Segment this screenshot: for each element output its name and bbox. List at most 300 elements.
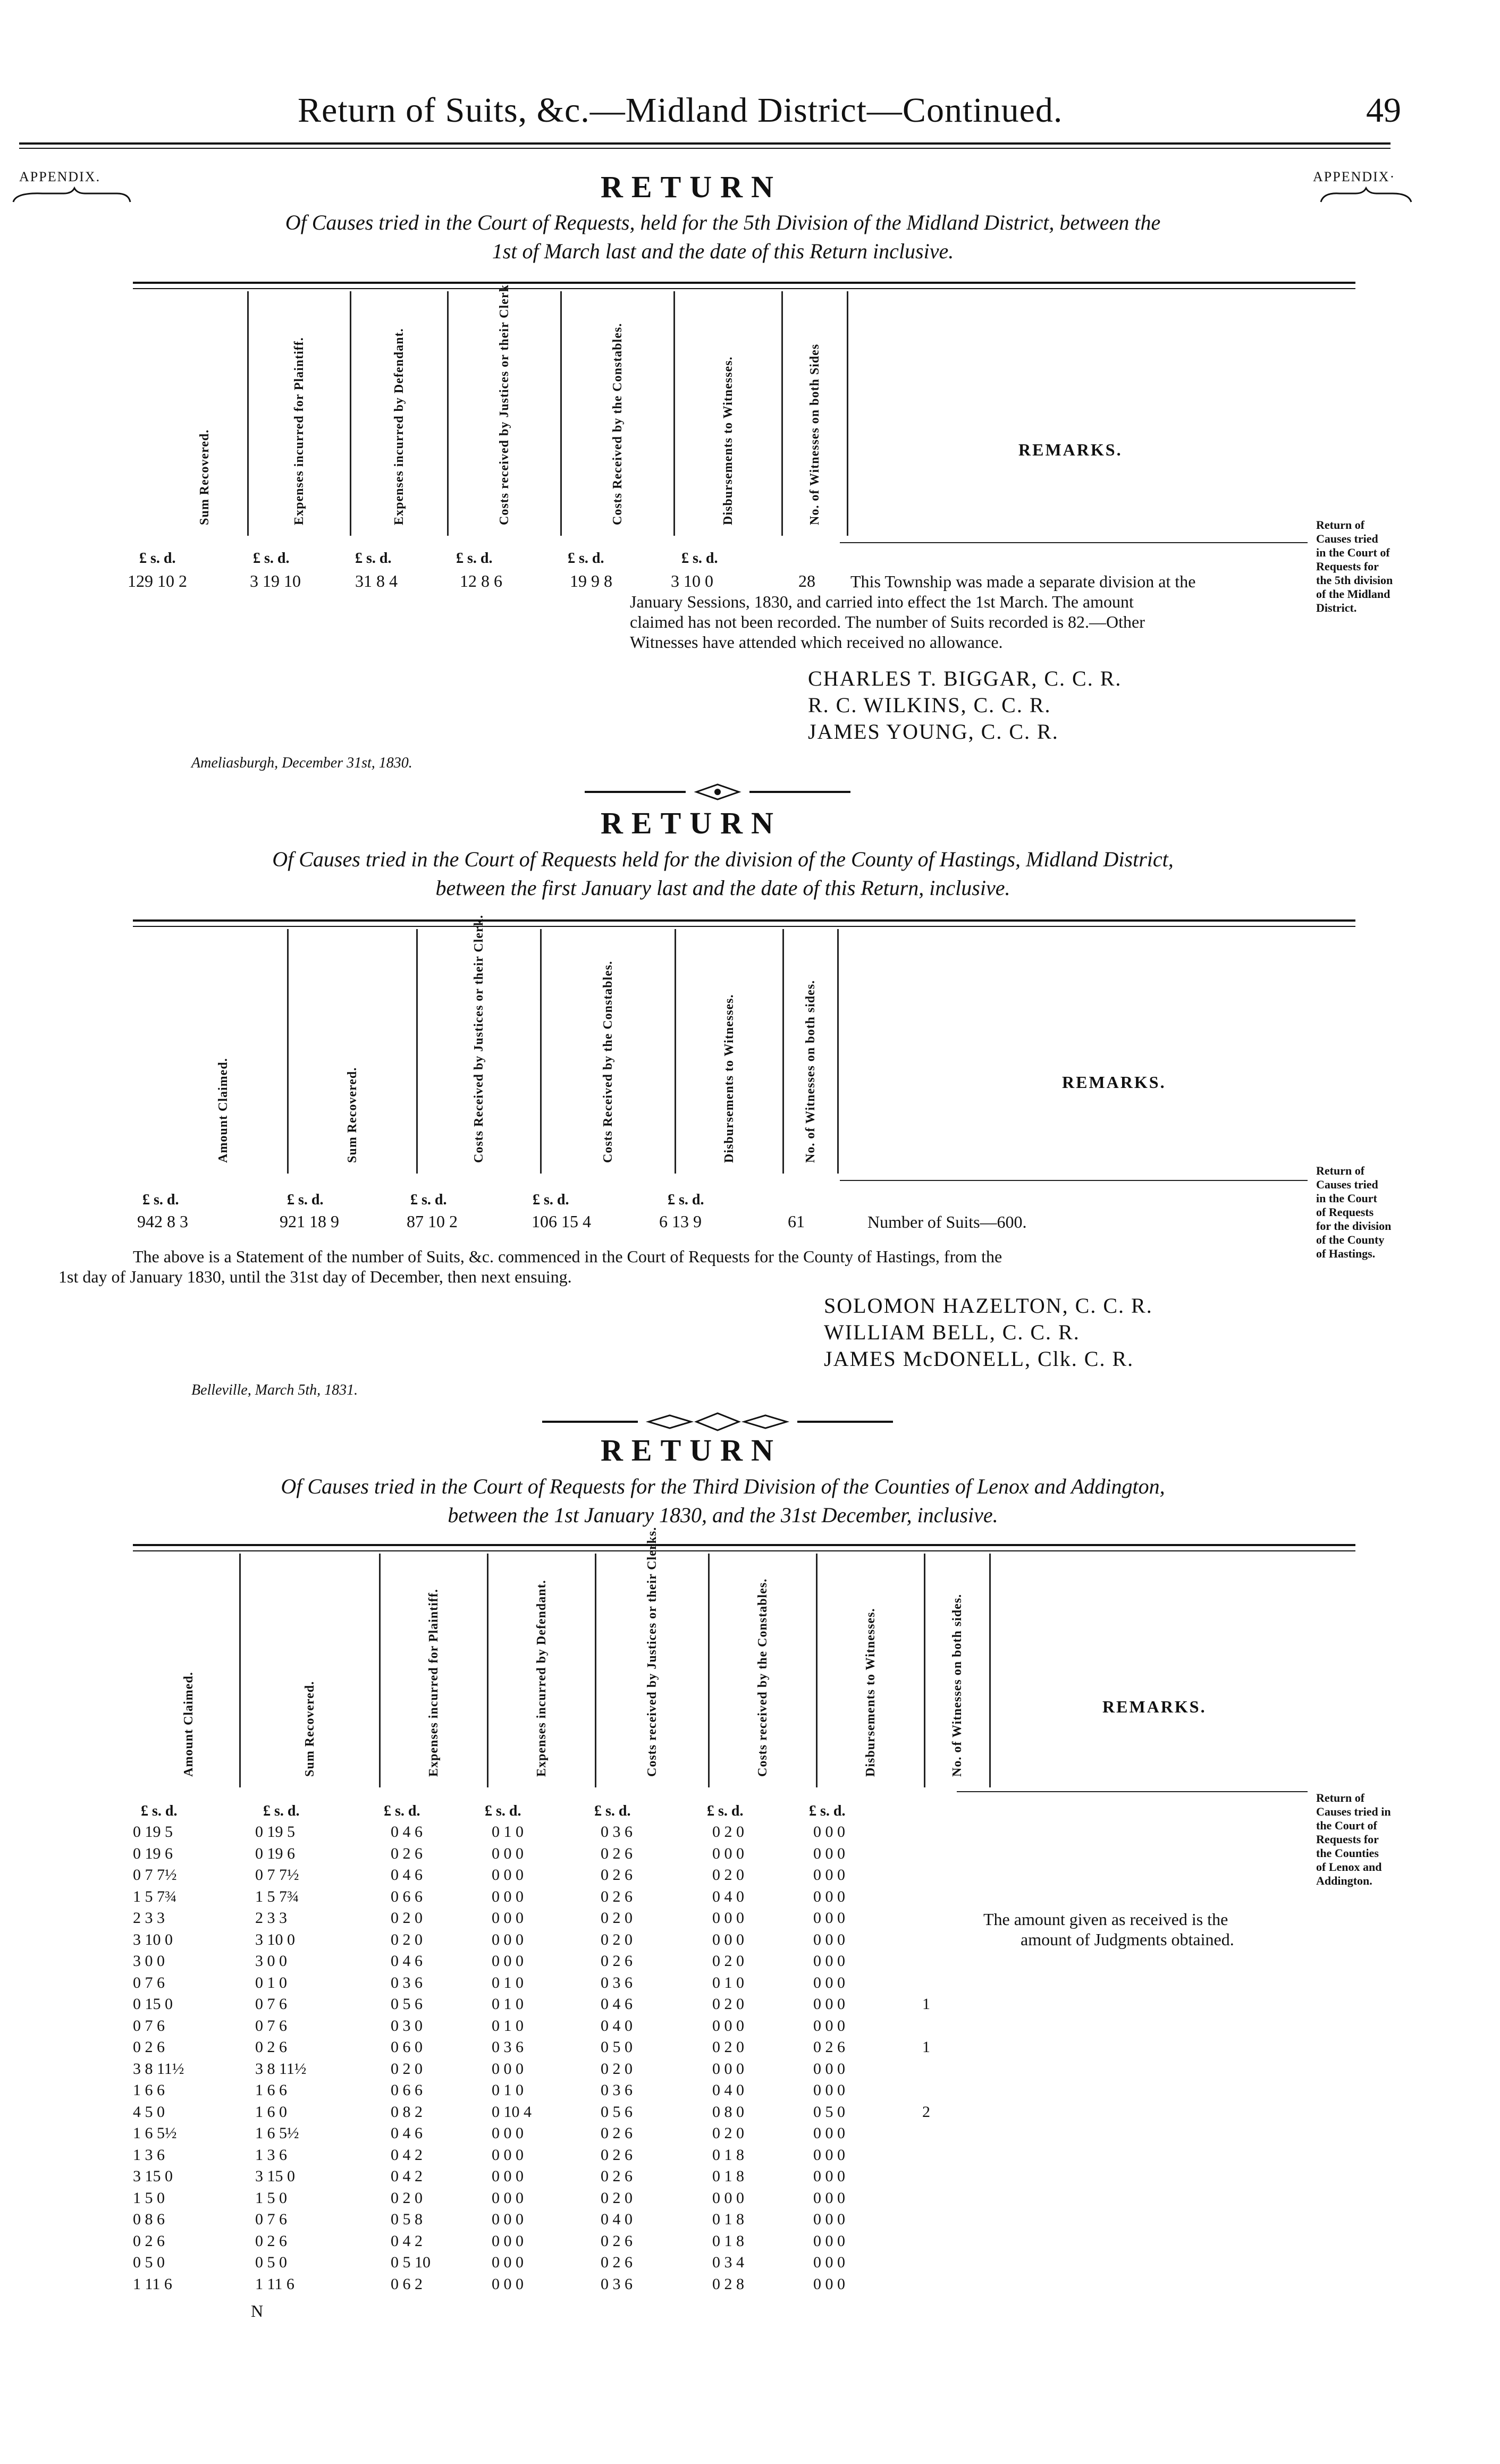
table-cell: 0 4 6 [391, 1823, 423, 1841]
s3-col-witnesses [925, 1554, 990, 1787]
table-cell: 0 0 0 [813, 1866, 845, 1884]
table-row [0, 2146, 957, 2168]
table-cell: 0 2 6 [601, 1887, 633, 1905]
table-cell: 0 1 0 [492, 1973, 524, 1992]
table-cell: 0 2 0 [391, 1909, 423, 1927]
column-header-label: Expenses incurred for Plaintiff. [292, 337, 306, 525]
table-cell: 0 7 6 [133, 2016, 165, 2035]
table-cell: 0 3 6 [601, 1823, 633, 1841]
s3-money-header-0: £ s. d. [141, 1803, 178, 1819]
page-number: 49 [1366, 91, 1401, 130]
table-cell: 0 4 2 [391, 2232, 423, 2250]
s1-col-costs-justices [448, 281, 561, 536]
s2-remarks: Number of Suits—600. [867, 1212, 1027, 1231]
table-cell: 3 0 0 [133, 1952, 165, 1970]
s1-value-expenses-defendant: 31 8 4 [355, 571, 398, 590]
table-cell: 3 10 0 [255, 1930, 295, 1948]
s2-money-header-4: £ s. d. [668, 1192, 704, 1208]
table-cell: 0 2 0 [601, 2189, 633, 2207]
section1-subtitle-line1: Of Causes tried in the Court of Requests, held for the 5th Division of the Midland District, between the [285, 210, 1161, 234]
table-cell: 0 2 6 [813, 2038, 845, 2056]
table-cell: 1 [922, 2038, 930, 2056]
side-note-line: of the County [1316, 1233, 1385, 1246]
table-cell: 0 0 0 [492, 2275, 524, 2293]
s2-col-witnesses [783, 929, 838, 1174]
table-cell: 1 11 6 [255, 2275, 294, 2293]
s1-side-note [1316, 518, 1422, 615]
table-row [0, 1974, 957, 1996]
s2-statement-line2: 1st day of January 1830, until the 31st day of December, then next ensuing. [58, 1267, 572, 1286]
column-header-label: No. of Witnesses on both sides. [804, 980, 818, 1163]
column-header-label: Sum Recovered. [345, 1067, 359, 1163]
table-cell: 0 0 0 [492, 2254, 524, 2271]
table-cell: 0 8 6 [133, 2210, 165, 2228]
table-cell: 0 0 0 [813, 2167, 845, 2185]
table-cell: 1 3 6 [255, 2146, 287, 2164]
s2-value-costs-justices: 87 10 2 [407, 1212, 458, 1231]
s3-money-header-5: £ s. d. [707, 1803, 744, 1819]
table-cell: 0 5 0 [601, 2038, 633, 2056]
table-cell: 0 2 0 [601, 1909, 633, 1927]
column-header-label: No. of Witnesses on both sides. [950, 1593, 964, 1777]
s2-place-date: Belleville, March 5th, 1831. [191, 1382, 358, 1398]
side-note-line: of Lenox and [1316, 1860, 1382, 1874]
s1-col-disbursements [675, 291, 782, 536]
brace-left [11, 186, 133, 207]
table-cell: 0 1 8 [712, 2167, 744, 2185]
s2-money-header-0: £ s. d. [142, 1192, 179, 1208]
s2-value-disbursements: 6 13 9 [659, 1212, 702, 1231]
s1-remarks-line1: January Sessions, 1830, and carried into effect the 1st March. The amount [630, 592, 1134, 611]
table-cell: 0 0 0 [712, 2189, 744, 2207]
side-note-line: of Requests [1316, 1205, 1374, 1219]
table-cell: 0 1 0 [255, 1973, 287, 1992]
table-cell: 0 0 0 [712, 2016, 744, 2035]
s1-money-header-3: £ s. d. [456, 550, 493, 567]
table-cell: 1 5 7¾ [255, 1887, 299, 1905]
running-header-title: Return of Suits, &c.—Midland District—Continued. [298, 91, 1063, 130]
table-cell: 0 0 0 [813, 1844, 845, 1862]
section3-top-rule [133, 1544, 1355, 1546]
s2-value-sum-recovered: 921 18 9 [280, 1212, 339, 1231]
table-cell: 1 6 5½ [255, 2124, 299, 2142]
table-cell: 0 10 4 [492, 2103, 532, 2121]
table-cell: 0 0 0 [492, 2124, 524, 2142]
s2-value-amount-claimed: 942 8 3 [137, 1212, 188, 1231]
table-cell: 0 3 6 [601, 2081, 633, 2099]
column-header-label: No. of Witnesses on both Sides [808, 343, 822, 525]
table-cell: 0 7 6 [133, 1973, 165, 1992]
table-cell: 0 7 6 [255, 2016, 287, 2035]
table-cell: 0 5 0 [133, 2254, 165, 2271]
section1-subtitle [128, 208, 1318, 266]
table-cell: 0 2 6 [601, 2232, 633, 2250]
s1-value-sum-recovered: 129 10 2 [128, 571, 187, 590]
side-note-line: Causes tried [1316, 1178, 1378, 1191]
column-header-label: Expenses incurred by Defendant. [392, 328, 406, 525]
table-cell: 0 8 0 [712, 2103, 744, 2121]
s1-remarks-line2: claimed has not been recorded. The number of Suits recorded is 82.—Other [630, 612, 1145, 631]
table-cell: 0 0 0 [813, 1952, 845, 1970]
table-cell: 0 2 0 [712, 1823, 744, 1841]
s1-col-expenses-defendant [351, 291, 448, 536]
table-cell: 0 2 6 [601, 2124, 633, 2142]
s2-side-note [1316, 1164, 1422, 1261]
s2-signature-2: JAMES McDONELL, Clk. C. R. [824, 1347, 1134, 1371]
s1-value-disbursements: 3 10 0 [671, 571, 713, 590]
table-row [0, 2189, 957, 2211]
s3-col-costs-justices [596, 1526, 709, 1787]
s1-value-witnesses: 28 [798, 571, 815, 590]
column-header-label: Disbursements to Witnesses. [721, 356, 735, 525]
table-cell: 0 0 0 [492, 1844, 524, 1862]
table-cell: 0 5 8 [391, 2210, 423, 2228]
table-cell: 2 3 3 [255, 1909, 287, 1927]
table-cell: 0 2 0 [712, 2038, 744, 2056]
section3-top-rule-thin [133, 1550, 1355, 1551]
table-cell: 0 0 0 [813, 1823, 845, 1841]
table-cell: 0 6 2 [391, 2275, 423, 2293]
table-cell: 0 19 5 [133, 1823, 173, 1841]
table-cell: 0 0 0 [492, 1887, 524, 1905]
side-note-line: in the Court [1316, 1192, 1377, 1205]
table-cell: 0 4 2 [391, 2146, 423, 2164]
ornament-divider-2 [542, 1411, 893, 1432]
table-cell: 0 1 0 [492, 1823, 524, 1841]
table-cell: 0 0 0 [492, 2060, 524, 2078]
section2-table-header [159, 914, 1317, 1174]
side-note-line: in the Court of [1316, 546, 1390, 559]
s1-place-date: Ameliasburgh, December 31st, 1830. [191, 755, 412, 771]
table-row [0, 2038, 957, 2060]
table-cell: 0 1 0 [712, 1973, 744, 1992]
table-cell: 0 0 0 [492, 2167, 524, 2185]
s1-money-header-2: £ s. d. [355, 550, 392, 567]
section1-table-header [162, 281, 1305, 536]
table-row [0, 2254, 957, 2275]
table-cell: 0 2 6 [601, 2146, 633, 2164]
table-cell: 1 6 6 [255, 2081, 287, 2099]
section3-subtitle [128, 1472, 1318, 1530]
s2-remarks-rule [840, 1180, 1308, 1181]
s3-col-remarks: REMARKS. [1102, 1697, 1207, 1716]
table-row [0, 2210, 957, 2232]
side-note-line: Return of [1316, 1791, 1365, 1804]
s3-money-header-1: £ s. d. [263, 1803, 300, 1819]
table-cell: 0 5 0 [813, 2103, 845, 2121]
table-cell: 0 5 0 [255, 2254, 287, 2271]
table-cell: 0 0 0 [492, 2232, 524, 2250]
s3-col-amount-claimed [138, 1554, 240, 1787]
table-cell: 0 4 0 [601, 2210, 633, 2228]
section1-top-rule [133, 282, 1355, 284]
s3-money-header-2: £ s. d. [384, 1803, 420, 1819]
table-cell: 0 0 0 [492, 1866, 524, 1884]
table-cell: 0 2 6 [255, 2038, 287, 2056]
table-cell: 0 3 6 [391, 1973, 423, 1992]
s3-col-disbursements [817, 1554, 925, 1787]
table-row [0, 2124, 957, 2146]
side-note-line: of the Midland [1316, 587, 1391, 601]
s3-col-costs-constables [709, 1554, 817, 1787]
section3-subtitle-line2: between the 1st January 1830, and the 31st December, inclusive. [448, 1503, 998, 1527]
table-cell: 1 3 6 [133, 2146, 165, 2164]
section1-subtitle-line2: 1st of March last and the date of this Return inclusive. [492, 239, 954, 263]
table-row [0, 2017, 957, 2039]
s3-money-header-6: £ s. d. [809, 1803, 846, 1819]
s1-col-witnesses [782, 291, 848, 536]
table-cell: 0 2 6 [601, 1952, 633, 1970]
table-cell: 3 8 11½ [255, 2060, 307, 2078]
table-cell: 0 4 6 [391, 1866, 423, 1884]
s1-col-costs-constables [561, 291, 675, 536]
table-cell: 0 5 10 [391, 2254, 431, 2271]
table-cell: 0 0 0 [813, 2124, 845, 2142]
table-cell: 0 2 0 [712, 1866, 744, 1884]
s3-remarks-line0: The amount given as received is the [983, 1910, 1228, 1929]
section3-table-header [138, 1526, 1320, 1787]
s2-value-costs-constables: 106 15 4 [532, 1212, 591, 1231]
side-note-line: Addington. [1316, 1874, 1372, 1887]
s3-side-note [1316, 1791, 1422, 1888]
table-cell: 0 0 0 [813, 2060, 845, 2078]
ornament-divider-1 [585, 781, 850, 803]
table-cell: 0 2 0 [712, 1995, 744, 2013]
s1-money-header-5: £ s. d. [681, 550, 718, 567]
table-cell: 0 2 6 [391, 1844, 423, 1862]
table-cell: 0 19 6 [133, 1844, 173, 1862]
table-cell: 0 1 0 [492, 2081, 524, 2099]
table-cell: 1 5 0 [255, 2189, 287, 2207]
s3-footer-mark: N [251, 2301, 264, 2320]
s2-statement-line1: The above is a Statement of the number of Suits, &c. commenced in the Court of Requests for the County of Hastings, from the [133, 1247, 1002, 1266]
table-cell: 0 0 0 [813, 2189, 845, 2207]
table-cell: 0 2 6 [601, 2167, 633, 2185]
s1-signature-0: CHARLES T. BIGGAR, C. C. R. [808, 666, 1122, 690]
table-row [0, 2081, 957, 2103]
table-row [0, 1823, 957, 1845]
table-cell: 0 6 0 [391, 2038, 423, 2056]
table-row [0, 1866, 957, 1888]
table-cell: 0 5 6 [391, 1995, 423, 2013]
table-cell: 0 2 6 [133, 2232, 165, 2250]
side-note-line: of Hastings. [1316, 1247, 1376, 1260]
table-cell: 0 4 0 [601, 2016, 633, 2035]
table-cell: 0 2 6 [133, 2038, 165, 2056]
table-cell: 0 0 0 [492, 1909, 524, 1927]
table-cell: 0 5 6 [601, 2103, 633, 2121]
table-cell: 0 0 0 [492, 2146, 524, 2164]
table-cell: 0 0 0 [492, 1930, 524, 1948]
table-row [0, 1952, 957, 1974]
appendix-label-left: APPENDIX. [19, 169, 101, 184]
header-rule-thin [19, 148, 1391, 149]
table-cell: 3 15 0 [255, 2167, 295, 2185]
table-cell: 1 11 6 [133, 2275, 172, 2293]
appendix-label-right: APPENDIX· [1313, 169, 1396, 184]
table-cell: 0 3 6 [601, 1973, 633, 1992]
side-note-line: Causes tried in [1316, 1805, 1391, 1818]
table-cell: 0 3 6 [492, 2038, 524, 2056]
table-cell: 3 0 0 [255, 1952, 287, 1970]
table-cell: 2 3 3 [133, 1909, 165, 1927]
table-cell: 0 0 0 [813, 2275, 845, 2293]
s2-money-header-3: £ s. d. [533, 1192, 569, 1208]
s2-signature-0: SOLOMON HAZELTON, C. C. R. [824, 1294, 1153, 1318]
table-cell: 0 1 8 [712, 2232, 744, 2250]
section2-subtitle [128, 845, 1318, 902]
table-cell: 0 2 6 [601, 1844, 633, 1862]
table-cell: 0 0 0 [813, 1973, 845, 1992]
column-header-label: Expenses incurred by Defendant. [535, 1580, 549, 1777]
section1-top-rule-thin [133, 288, 1355, 289]
table-cell: 0 4 6 [391, 1952, 423, 1970]
table-cell: 0 2 0 [601, 2060, 633, 2078]
column-header-label: Costs Received by the Constables. [601, 960, 615, 1163]
section2-top-rule-thin [133, 926, 1355, 927]
table-cell: 0 8 2 [391, 2103, 423, 2121]
table-cell: 0 19 5 [255, 1823, 295, 1841]
column-header-label: Expenses incurred for Plaintiff. [427, 1589, 441, 1777]
table-cell: 0 0 0 [712, 1909, 744, 1927]
table-cell: 0 4 2 [391, 2167, 423, 2185]
side-note-line: the Counties [1316, 1846, 1379, 1860]
brace-right [1318, 186, 1414, 207]
column-header-label: Disbursements to Witnesses. [722, 994, 736, 1163]
table-cell: 0 3 0 [391, 2016, 423, 2035]
table-cell: 0 4 0 [712, 1887, 744, 1905]
table-cell: 0 4 0 [712, 2081, 744, 2099]
s1-col-expenses-plaintiff [248, 291, 351, 536]
table-cell: 0 2 0 [391, 2060, 423, 2078]
column-header-label: Amount Claimed. [182, 1672, 196, 1777]
table-cell: 1 6 6 [133, 2081, 165, 2099]
s3-remarks-line1: amount of Judgments obtained. [1021, 1930, 1234, 1949]
s2-col-remarks: REMARKS. [1062, 1073, 1166, 1092]
s3-col-expenses-plaintiff [380, 1554, 488, 1787]
table-cell: 1 5 7¾ [133, 1887, 177, 1905]
table-cell: 1 [922, 1995, 930, 2013]
table-cell: 3 10 0 [133, 1930, 173, 1948]
section2-subtitle-line2: between the first January last and the date of this Return, inclusive. [435, 876, 1010, 900]
table-cell: 0 15 0 [133, 1995, 173, 2013]
s2-col-amount-claimed [159, 929, 288, 1174]
table-cell: 2 [922, 2103, 930, 2121]
table-row [0, 1909, 957, 1931]
table-cell: 0 2 6 [601, 1866, 633, 1884]
side-note-line: the 5th division [1316, 573, 1393, 587]
table-row [0, 2232, 957, 2254]
s1-money-header-0: £ s. d. [139, 550, 176, 567]
s1-money-header-4: £ s. d. [568, 550, 604, 567]
table-row [0, 1931, 957, 1953]
s2-col-disbursements [676, 929, 783, 1174]
table-cell: 0 3 6 [601, 2275, 633, 2293]
column-header-label: Sum Recovered. [198, 429, 212, 525]
table-cell: 0 0 0 [492, 2210, 524, 2228]
s3-remarks-rule [957, 1791, 1308, 1792]
column-header-label: Costs received by Justices or their Clerks. [645, 1526, 659, 1777]
s3-col-expenses-defendant [488, 1554, 596, 1787]
s2-signature-1: WILLIAM BELL, C. C. R. [824, 1320, 1080, 1344]
s1-money-header-1: £ s. d. [253, 550, 290, 567]
column-header-label: Costs Received by Justices or their Clerk. [472, 914, 486, 1163]
side-note-line: Causes tried [1316, 532, 1378, 545]
table-cell: 0 2 0 [601, 1930, 633, 1948]
table-row [0, 1995, 957, 2017]
s3-money-header-3: £ s. d. [485, 1803, 521, 1819]
s3-col-sum-recovered [240, 1554, 380, 1787]
table-cell: 1 6 0 [255, 2103, 287, 2121]
table-cell: 0 0 0 [813, 2254, 845, 2271]
section3-heading: RETURN [601, 1433, 782, 1467]
table-cell: 0 0 0 [492, 2189, 524, 2207]
table-cell: 0 0 0 [712, 1930, 744, 1948]
side-note-line: Return of [1316, 1164, 1365, 1177]
s2-money-header-2: £ s. d. [410, 1192, 447, 1208]
side-note-line: the Court of [1316, 1819, 1377, 1832]
table-cell: 0 2 0 [391, 2189, 423, 2207]
table-cell: 0 2 0 [391, 1930, 423, 1948]
column-header-label: Costs Received by the Constables. [611, 323, 625, 525]
table-cell: 3 15 0 [133, 2167, 173, 2185]
table-cell: 0 0 0 [712, 1844, 744, 1862]
side-note-line: for the division [1316, 1219, 1392, 1233]
column-header-label: Sum Recovered. [303, 1681, 317, 1777]
side-note-line: Requests for [1316, 1833, 1379, 1846]
section2-heading: RETURN [601, 806, 782, 840]
s2-col-costs-justices [417, 914, 541, 1174]
table-cell: 0 0 0 [813, 2210, 845, 2228]
s1-remarks-line0: This Township was made a separate division at the [850, 572, 1196, 591]
column-header-label: Costs received by Justices or their Clerk. [498, 281, 511, 525]
s2-money-header-1: £ s. d. [287, 1192, 324, 1208]
section1-heading: RETURN [601, 170, 782, 204]
table-cell: 0 0 0 [712, 2060, 744, 2078]
table-row [0, 2275, 957, 2297]
table-cell: 0 6 6 [391, 2081, 423, 2099]
s2-value-witnesses: 61 [788, 1212, 805, 1231]
s1-value-costs-constables: 19 9 8 [570, 571, 612, 590]
s2-signatures [824, 1293, 1153, 1372]
section2-top-rule [133, 919, 1355, 922]
s1-value-costs-justices: 12 8 6 [460, 571, 502, 590]
table-row [0, 2167, 957, 2189]
column-header-label: Costs received by the Constables. [756, 1578, 770, 1777]
table-cell: 0 2 6 [255, 2232, 287, 2250]
table-cell: 0 2 8 [712, 2275, 744, 2293]
table-cell: 0 7 6 [255, 1995, 287, 2013]
s1-signature-1: R. C. WILKINS, C. C. R. [808, 693, 1051, 717]
table-cell: 0 0 0 [813, 2081, 845, 2099]
s1-signatures [808, 665, 1122, 745]
s1-remarks-line3: Witnesses have attended which received no allowance. [630, 632, 1003, 652]
s1-remarks-rule [840, 542, 1308, 543]
table-cell: 0 7 7½ [255, 1866, 299, 1884]
table-cell: 0 0 0 [492, 1952, 524, 1970]
table-cell: 0 7 6 [255, 2210, 287, 2228]
table-cell: 0 1 0 [492, 2016, 524, 2035]
section2-subtitle-line1: Of Causes tried in the Court of Requests held for the division of the County of Hastings, Midland District, [272, 847, 1174, 871]
side-note-line: Requests for [1316, 560, 1379, 573]
table-row [0, 2103, 957, 2125]
s2-col-costs-constables [541, 929, 676, 1174]
s1-col-remarks: REMARKS. [1018, 440, 1123, 459]
table-cell: 0 0 0 [813, 1887, 845, 1905]
table-cell: 0 7 7½ [133, 1866, 177, 1884]
column-header-label: Disbursements to Witnesses. [864, 1608, 878, 1777]
table-cell: 0 2 0 [712, 2124, 744, 2142]
